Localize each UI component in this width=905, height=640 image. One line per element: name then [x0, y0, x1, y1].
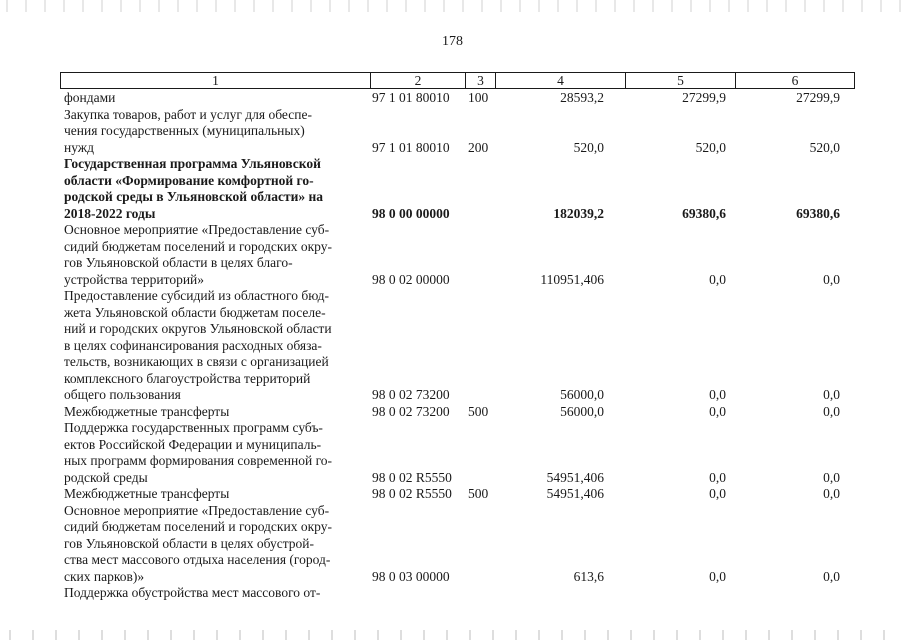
- row-name-line: нужд: [64, 139, 94, 155]
- table-row: [60, 107, 855, 157]
- row-value-2019: 0,0: [709, 568, 726, 584]
- budget-table-body: [60, 90, 855, 602]
- row-value-2019: 0,0: [709, 403, 726, 419]
- row-name-line: гов Ульяновской области в целях благо-: [64, 255, 293, 270]
- row-value-2020: 69380,6: [796, 205, 840, 221]
- row-name-line: ских парков)»: [64, 568, 145, 584]
- row-name: [60, 222, 364, 288]
- row-code: 98 0 02 73200: [372, 387, 450, 402]
- row-name-line: чения государственных (муниципальных): [64, 123, 305, 138]
- row-name-line: гов Ульяновской области в целях обустрой-: [64, 535, 314, 551]
- row-code: 98 0 00 00000: [372, 205, 450, 221]
- row-name-line: жета Ульяновской области бюджетам поселе-: [64, 304, 326, 320]
- table-row: [60, 156, 855, 222]
- row-code: 98 0 02 R5550: [372, 469, 452, 485]
- column-header-1: 1: [61, 73, 371, 88]
- row-value-2019: 0,0: [709, 271, 726, 287]
- row-value-2020: 520,0: [809, 139, 840, 155]
- row-name: [60, 486, 364, 503]
- row-name-line: ний и городских округов Ульяновской области: [64, 321, 332, 336]
- row-code: 97 1 01 80010: [372, 139, 450, 155]
- row-name: [60, 420, 364, 486]
- row-name-line: Поддержка государственных программ субъ-: [64, 420, 323, 435]
- row-code: 98 0 03 00000: [372, 568, 450, 584]
- row-expense-type: 100: [468, 90, 489, 105]
- row-name-line: Поддержка обустройства мест массового от-: [64, 585, 321, 600]
- table-row: [60, 404, 855, 421]
- row-name-line: ства мест массового отдыха населения (город-: [64, 552, 331, 567]
- row-name: [60, 503, 364, 586]
- row-name-line: ных программ формирования современной го-: [64, 453, 333, 468]
- row-value-2018: 613,6: [573, 568, 604, 584]
- column-header-3: 3: [466, 73, 496, 88]
- row-name-line: фондами: [64, 90, 116, 105]
- row-name-line: Межбюджетные трансферты: [64, 403, 230, 419]
- row-value-2019: 520,0: [695, 139, 726, 155]
- row-name: [60, 404, 364, 421]
- row-name-line: тельств, возникающих в связи с организацией: [64, 354, 329, 369]
- row-name-line: ектов Российской Федерации и муниципаль-: [64, 436, 322, 452]
- row-name-line: Закупка товаров, работ и услуг для обеспе-: [64, 106, 312, 122]
- row-name: [60, 156, 364, 222]
- row-value-2019: 0,0: [709, 469, 726, 485]
- row-name-line: сидий бюджетам поселений и городских окру-: [64, 238, 332, 254]
- scan-artifact-top: [0, 0, 905, 12]
- row-value-2020: 0,0: [823, 403, 840, 419]
- row-value-2018: 54951,406: [546, 486, 604, 501]
- column-header-6: 6: [791, 73, 799, 88]
- row-name: [60, 90, 364, 107]
- row-value-2019: 0,0: [709, 486, 726, 501]
- column-header-5: 5: [626, 73, 736, 88]
- row-expense-type: 500: [468, 486, 489, 501]
- row-value-2019: 69380,6: [682, 205, 726, 221]
- row-expense-type: 200: [468, 139, 489, 155]
- row-value-2020: 0,0: [823, 271, 840, 287]
- table-row: [60, 288, 855, 404]
- row-value-2018: 56000,0: [560, 387, 604, 402]
- table-row: [60, 222, 855, 288]
- row-name-line: родской среды в Ульяновской области» на: [64, 189, 324, 204]
- row-name: [60, 107, 364, 157]
- row-name-line: Государственная программа Ульяновской: [64, 156, 321, 171]
- row-expense-type: 500: [468, 403, 489, 419]
- row-value-2019: 27299,9: [682, 90, 726, 105]
- row-name-line: области «Формирование комфортной го-: [64, 172, 314, 188]
- table-header: [60, 72, 855, 89]
- row-name-line: родской среды: [64, 469, 148, 485]
- row-name-line: 2018-2022 годы: [64, 205, 156, 221]
- row-value-2020: 27299,9: [796, 90, 840, 105]
- table-row: [60, 90, 855, 107]
- row-name-line: устройства территорий»: [64, 271, 205, 287]
- row-value-2018: 110951,406: [540, 271, 604, 287]
- row-value-2018: 54951,406: [546, 469, 604, 485]
- row-value-2020: 0,0: [823, 486, 840, 501]
- row-code: 98 0 02 73200: [372, 403, 450, 419]
- table-row: [60, 585, 855, 602]
- row-name: [60, 288, 364, 404]
- row-value-2018: 520,0: [573, 139, 604, 155]
- row-code: 97 1 01 80010: [372, 90, 450, 105]
- row-name-line: комплексного благоустройства территорий: [64, 370, 311, 386]
- row-name-line: сидий бюджетам поселений и городских окру-: [64, 519, 332, 534]
- row-code: 98 0 02 R5550: [372, 486, 452, 501]
- table-row: [60, 420, 855, 486]
- column-header-4: 4: [496, 73, 626, 88]
- row-value-2019: 0,0: [709, 387, 726, 402]
- row-name-line: Основное мероприятие «Предоставление суб-: [64, 502, 330, 518]
- row-value-2020: 0,0: [823, 568, 840, 584]
- row-name-line: Основное мероприятие «Предоставление суб-: [64, 222, 330, 237]
- row-value-2018: 56000,0: [560, 403, 604, 419]
- row-value-2018: 182039,2: [553, 205, 604, 221]
- row-value-2020: 0,0: [823, 469, 840, 485]
- column-header-2: 2: [371, 73, 466, 88]
- row-name-line: общего пользования: [64, 387, 181, 402]
- row-code: 98 0 02 00000: [372, 271, 450, 287]
- row-name-line: в целях софинансирования расходных обяза-: [64, 337, 322, 353]
- table-row: [60, 486, 855, 503]
- scan-artifact-bottom: [0, 630, 905, 640]
- row-value-2020: 0,0: [823, 387, 840, 402]
- page-number: 178: [442, 34, 463, 49]
- row-name-line: Межбюджетные трансферты: [64, 486, 230, 501]
- row-name-line: Предоставление субсидий из областного бюд-: [64, 288, 329, 303]
- row-name: [60, 585, 364, 602]
- row-value-2018: 28593,2: [560, 90, 604, 105]
- table-row: [60, 503, 855, 586]
